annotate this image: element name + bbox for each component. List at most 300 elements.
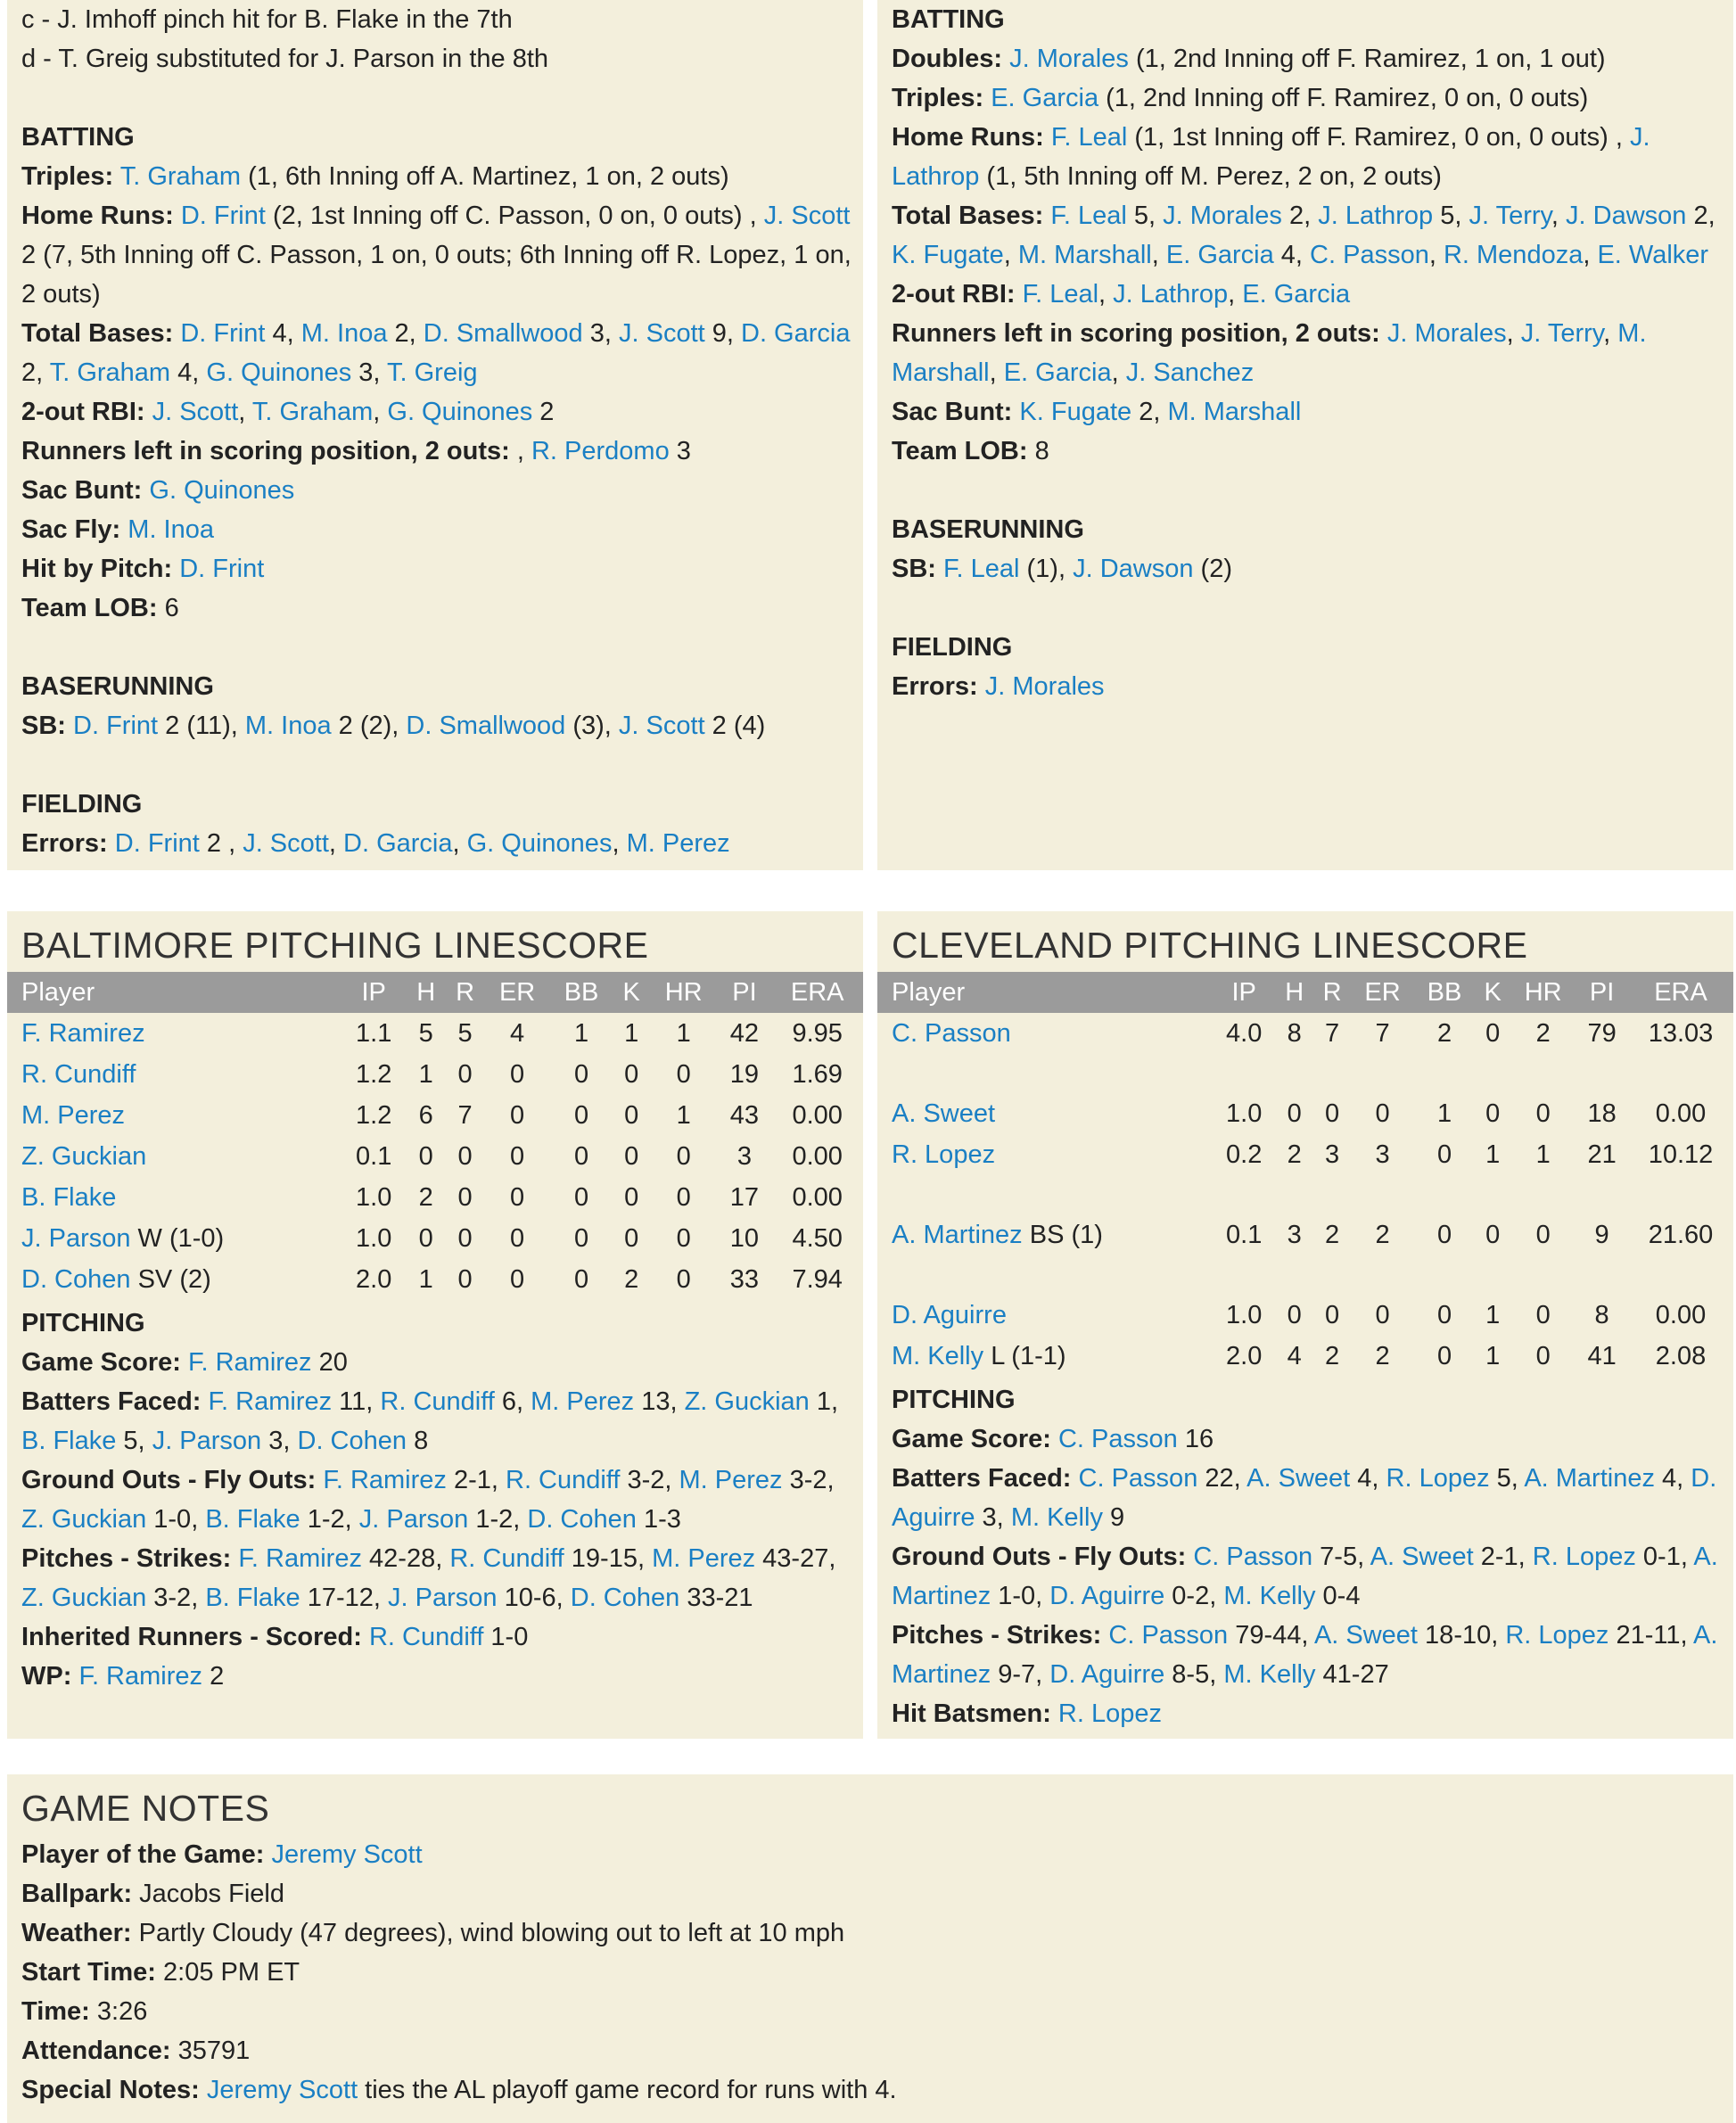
doubles-line: Doubles: J. Morales (1, 2nd Inning off F. Ramirez, 1 on, 1 out) <box>892 45 1606 73</box>
player-link[interactable]: J. Dawson <box>1566 202 1687 230</box>
player-link[interactable]: M. Perez <box>652 1544 756 1573</box>
stat-cell-era: 7.94 <box>792 1264 843 1294</box>
fielding-header: FIELDING <box>21 790 143 819</box>
game-notes-panel <box>7 1774 1733 2123</box>
player-link[interactable]: J. Morales <box>1009 45 1129 73</box>
player-link[interactable]: A. Sweet <box>1246 1464 1351 1493</box>
stat-cell-k: 1 <box>624 1018 639 1048</box>
stat-cell-ip: 2.0 <box>1226 1341 1263 1370</box>
player-link[interactable]: J. Morales <box>1163 202 1282 230</box>
triples-line: Triples: E. Garcia (1, 2nd Inning off F. Ramirez, 0 on, 0 outs) <box>892 84 1589 112</box>
player-link[interactable]: J. Parson <box>21 1223 131 1253</box>
table-row <box>7 1259 863 1300</box>
stat-cell-h: 8 <box>1287 1018 1302 1048</box>
baserunning-header: BASERUNNING <box>892 515 1084 544</box>
player-link[interactable]: Z. Guckian <box>21 1584 147 1612</box>
stat-cell-h: 1 <box>418 1264 433 1294</box>
player-link[interactable]: J. Scott <box>243 829 329 858</box>
stat-cell-er: 0 <box>510 1059 525 1089</box>
stat-cell-pi: 41 <box>1587 1341 1617 1370</box>
column-header: K <box>613 972 649 1013</box>
player-link[interactable]: J. Terry <box>1520 319 1604 348</box>
player-link[interactable]: Z. Guckian <box>684 1387 810 1416</box>
player-link[interactable]: D. Smallwood <box>406 712 566 740</box>
stat-cell-bb: 0 <box>1436 1300 1452 1329</box>
player-link[interactable]: M. Marshall <box>892 319 1647 387</box>
player-link[interactable]: R. Mendoza <box>1443 241 1584 269</box>
triples-line: Triples: T. Graham (1, 6th Inning off A. Martinez, 1 on, 2 outs) <box>21 162 729 191</box>
pitcher-cell <box>7 1259 341 1300</box>
player-link[interactable]: M. Kelly <box>1010 1503 1103 1532</box>
player-link[interactable]: Jeremy Scott <box>206 2076 358 2104</box>
player-link[interactable]: J. Lathrop <box>1113 280 1229 309</box>
stat-cell-er: 0 <box>1375 1300 1390 1329</box>
pitcher-cell <box>7 1177 341 1218</box>
stat-cell-hr: 1 <box>676 1018 691 1048</box>
pitching-linescore-table <box>7 972 863 1300</box>
player-link[interactable]: D. Cohen <box>297 1427 407 1455</box>
stat-cell-er: 0 <box>1375 1099 1390 1128</box>
stat-cell-r: 0 <box>457 1223 473 1253</box>
player-link[interactable]: R. Lopez <box>1505 1621 1609 1650</box>
stat-cell-er: 0 <box>510 1141 525 1171</box>
player-link[interactable]: D. Frint <box>179 555 265 583</box>
stat-cell-ip: 1.0 <box>356 1223 392 1253</box>
stat-cell-hr: 0 <box>676 1223 691 1253</box>
player-link[interactable]: G. Quinones <box>466 829 613 858</box>
stat-cell-er: 3 <box>1375 1140 1390 1169</box>
row-spacer <box>877 1175 1733 1214</box>
player-link[interactable]: A. Martinez <box>892 1543 1718 1610</box>
player-link[interactable]: D. Frint <box>114 829 200 858</box>
baltimore-pitching-panel <box>7 911 863 1739</box>
stat-cell-er: 0 <box>510 1100 525 1130</box>
player-link[interactable]: G. Quinones <box>206 358 352 387</box>
column-header: Player <box>7 972 341 1013</box>
pitcher-cell <box>7 1136 341 1177</box>
stat-cell-bb: 2 <box>1436 1018 1452 1048</box>
player-link[interactable]: C. Passon <box>1057 1425 1178 1453</box>
stat-cell-ip: 1.2 <box>356 1059 392 1089</box>
player-link[interactable]: M. Inoa <box>128 515 214 544</box>
player-link[interactable]: J. Scott <box>618 712 705 740</box>
pitches-strikes-line: Pitches - Strikes: C. Passon 79-44, A. Sweet 18-10, R. Lopez 21-11, A. Martinez 9-7, D. Aguirre 8-5, M. Kelly 41-27 <box>892 1621 1718 1689</box>
stat-cell-bb: 0 <box>573 1059 589 1089</box>
stat-cell-er: 2 <box>1375 1220 1390 1249</box>
stat-cell-era: 2.08 <box>1655 1341 1707 1370</box>
player-link[interactable]: K. Fugate <box>1019 398 1132 426</box>
stat-cell-er: 2 <box>1375 1341 1390 1370</box>
player-link[interactable]: D. Cohen <box>527 1505 637 1534</box>
stat-cell-h: 0 <box>418 1223 433 1253</box>
table-row <box>877 1336 1733 1377</box>
player-link[interactable]: K. Fugate <box>892 241 1004 269</box>
player-link[interactable]: M. Marshall <box>1167 398 1302 426</box>
stat-cell-hr: 0 <box>1535 1341 1551 1370</box>
column-header: R <box>446 972 485 1013</box>
player-link[interactable]: F. Leal <box>1050 202 1127 230</box>
time-line: Time: 3:26 <box>21 1997 148 2026</box>
stat-cell-h: 5 <box>418 1018 433 1048</box>
player-link[interactable]: M. Kelly <box>1223 1660 1316 1689</box>
stat-cell-r: 0 <box>457 1141 473 1171</box>
player-link[interactable]: D. Frint <box>180 202 266 230</box>
player-link[interactable]: J. Lathrop <box>892 123 1650 191</box>
player-link[interactable]: R. Cundiff <box>21 1059 136 1089</box>
stat-cell-er: 0 <box>510 1223 525 1253</box>
home-runs-line: Home Runs: D. Frint (2, 1st Inning off C. Passon, 0 on, 0 outs) , J. Scott 2 (7, 5th Inning off C. Passon, 1 on, 0 outs; 6th Inning off R. Lopez, 1 on, 2 outs) <box>21 202 852 309</box>
stat-cell-bb: 0 <box>573 1223 589 1253</box>
stat-cell-hr: 0 <box>676 1141 691 1171</box>
total-bases-line: Total Bases: F. Leal 5, J. Morales 2, J. Lathrop 5, J. Terry, J. Dawson 2, K. Fugate, M. Marshall, E. Garcia 4, C. Passon, R. Mendoza, E. Walker <box>892 202 1715 269</box>
stat-cell-ip: 1.0 <box>1226 1300 1263 1329</box>
player-link[interactable]: A. Sweet <box>892 1099 996 1128</box>
stat-cell-pi: 33 <box>729 1264 760 1294</box>
player-link[interactable]: E. Garcia <box>1003 358 1112 387</box>
player-link[interactable]: D. Aguirre <box>892 1300 1007 1329</box>
player-link[interactable]: E. Garcia <box>991 84 1099 112</box>
table-row <box>877 1093 1733 1134</box>
table-row <box>7 1136 863 1177</box>
stat-cell-k: 0 <box>1485 1099 1501 1128</box>
column-header: ERA <box>771 972 863 1013</box>
player-link[interactable]: J. Parson <box>388 1584 498 1612</box>
stat-cell-k: 0 <box>624 1059 639 1089</box>
column-header: R <box>1313 972 1351 1013</box>
stat-cell-hr: 0 <box>676 1182 691 1212</box>
player-link[interactable]: M. Inoa <box>244 712 332 740</box>
stat-cell-pi: 18 <box>1587 1099 1617 1128</box>
stat-cell-pi: 42 <box>729 1018 760 1048</box>
stat-cell-r: 2 <box>1324 1220 1340 1249</box>
player-link[interactable]: R. Perdomo <box>531 437 670 465</box>
table-row <box>7 1054 863 1095</box>
stat-cell-bb: 1 <box>573 1018 589 1048</box>
stat-cell-k: 0 <box>624 1223 639 1253</box>
player-link[interactable]: M. Perez <box>531 1387 635 1416</box>
player-link[interactable]: T. Graham <box>251 398 374 426</box>
column-header: IP <box>1213 972 1276 1013</box>
pitches-strikes-line: Pitches - Strikes: F. Ramirez 42-28, R. Cundiff 19-15, M. Perez 43-27, Z. Guckian 3-2, B. Flake 17-12, J. Parson 10-6, D. Cohen 33-21 <box>21 1544 836 1612</box>
stat-cell-er: 4 <box>510 1018 525 1048</box>
decision-note: L (1-1) <box>983 1341 1066 1370</box>
stat-cell-bb: 0 <box>573 1264 589 1294</box>
stat-cell-h: 2 <box>418 1182 433 1212</box>
player-link[interactable]: A. Sweet <box>1313 1621 1418 1650</box>
stat-cell-ip: 1.1 <box>356 1018 392 1048</box>
stat-cell-h: 0 <box>1287 1099 1302 1128</box>
player-link[interactable]: Z. Guckian <box>21 1505 147 1534</box>
game-score-line: Game Score: C. Passon 16 <box>892 1425 1214 1453</box>
player-link[interactable]: F. Ramirez <box>238 1544 362 1573</box>
pitcher-cell <box>877 1093 1213 1134</box>
stat-cell-pi: 21 <box>1587 1140 1617 1169</box>
stat-cell-era: 0.00 <box>1655 1099 1707 1128</box>
player-link[interactable]: J. Dawson <box>1073 555 1194 583</box>
stat-cell-era: 13.03 <box>1648 1018 1714 1048</box>
stat-cell-er: 7 <box>1375 1018 1390 1048</box>
table-row <box>7 1218 863 1259</box>
table-row <box>7 1177 863 1218</box>
player-link[interactable]: F. Ramirez <box>187 1348 312 1377</box>
pitcher-cell <box>877 1336 1213 1377</box>
sac-bunt-line: Sac Bunt: G. Quinones <box>21 476 295 505</box>
player-link[interactable]: G. Quinones <box>387 398 533 426</box>
column-header: HR <box>1510 972 1576 1013</box>
stat-cell-era: 0.00 <box>1655 1300 1707 1329</box>
stat-cell-hr: 0 <box>676 1264 691 1294</box>
stat-cell-bb: 0 <box>573 1100 589 1130</box>
pitching-linescore-table <box>877 972 1733 1377</box>
section-title: BALTIMORE PITCHING LINESCORE <box>21 925 649 966</box>
player-link[interactable]: J. Sanchez <box>1125 358 1255 387</box>
fielding-header: FIELDING <box>892 633 1013 662</box>
two-out-rbi-line: 2-out RBI: F. Leal, J. Lathrop, E. Garcia <box>892 280 1351 309</box>
pitcher-cell <box>877 1013 1213 1054</box>
stat-cell-r: 7 <box>457 1100 473 1130</box>
batters-faced-line: Batters Faced: C. Passon 22, A. Sweet 4, R. Lopez 5, A. Martinez 4, D. Aguirre 3, M. Kelly 9 <box>892 1464 1717 1532</box>
home-runs-line: Home Runs: F. Leal (1, 1st Inning off F. Ramirez, 0 on, 0 outs) , J. Lathrop (1, 5th Inning off M. Perez, 2 on, 2 outs) <box>892 123 1650 191</box>
player-link[interactable]: A. Martinez <box>1524 1464 1655 1493</box>
attendance-line: Attendance: 35791 <box>21 2037 251 2065</box>
decision-note: SV (2) <box>130 1264 211 1294</box>
player-link[interactable]: M. Perez <box>679 1466 783 1494</box>
stat-cell-r: 0 <box>457 1182 473 1212</box>
player-link[interactable]: E. Garcia <box>1242 280 1351 309</box>
player-link[interactable]: T. Graham <box>49 358 171 387</box>
stat-cell-r: 3 <box>1324 1140 1340 1169</box>
wild-pitch-line: WP: F. Ramirez 2 <box>21 1662 225 1691</box>
player-link[interactable]: R. Lopez <box>1532 1543 1636 1571</box>
player-link[interactable]: C. Passon <box>1078 1464 1198 1493</box>
player-link[interactable]: G. Quinones <box>149 476 295 505</box>
stat-cell-pi: 19 <box>729 1059 760 1089</box>
total-bases-line: Total Bases: D. Frint 4, M. Inoa 2, D. Smallwood 3, J. Scott 9, D. Garcia 2, T. Graham 4, G. Quinones 3, T. Greig <box>21 319 851 387</box>
stat-cell-pi: 17 <box>729 1182 760 1212</box>
sac-fly-line: Sac Fly: M. Inoa <box>21 515 214 544</box>
stat-cell-h: 0 <box>418 1141 433 1171</box>
column-header: ER <box>485 972 550 1013</box>
stat-cell-ip: 2.0 <box>356 1264 392 1294</box>
stat-cell-hr: 0 <box>1535 1300 1551 1329</box>
batting-header: BATTING <box>892 5 1005 34</box>
stat-cell-h: 2 <box>1287 1140 1302 1169</box>
player-link[interactable]: M. Perez <box>21 1100 126 1130</box>
player-link[interactable]: D. Cohen <box>570 1584 680 1612</box>
substitution-note: c - J. Imhoff pinch hit for B. Flake in the 7th <box>21 5 513 34</box>
weather-line: Weather: Partly Cloudy (47 degrees), wind blowing out to left at 10 mph <box>21 1919 845 1947</box>
player-link[interactable]: M. Marshall <box>1017 241 1152 269</box>
ground-fly-outs-line: Ground Outs - Fly Outs: F. Ramirez 2-1, R. Cundiff 3-2, M. Perez 3-2, Z. Guckian 1-0, B. Flake 1-2, J. Parson 1-2, D. Cohen 1-3 <box>21 1466 835 1534</box>
hit-batsmen-line: Hit Batsmen: R. Lopez <box>892 1699 1162 1728</box>
column-header: PI <box>717 972 771 1013</box>
stat-cell-era: 0.00 <box>792 1182 843 1212</box>
player-link[interactable]: J. Parson <box>152 1427 262 1455</box>
stat-cell-hr: 1 <box>676 1100 691 1130</box>
player-link[interactable]: F. Ramirez <box>78 1662 203 1691</box>
stat-cell-ip: 0.1 <box>1226 1220 1263 1249</box>
stat-cell-pi: 79 <box>1587 1018 1617 1048</box>
stolen-bases-line: SB: F. Leal (1), J. Dawson (2) <box>892 555 1232 583</box>
stat-cell-hr: 0 <box>676 1059 691 1089</box>
player-link[interactable]: C. Passon <box>1310 241 1429 269</box>
player-link[interactable]: M. Kelly <box>1223 1582 1316 1610</box>
player-link[interactable]: F. Leal <box>943 555 1020 583</box>
player-link[interactable]: A. Sweet <box>1370 1543 1474 1571</box>
player-link[interactable]: T. Greig <box>387 358 478 387</box>
stat-cell-k: 2 <box>624 1264 639 1294</box>
column-header: ER <box>1351 972 1414 1013</box>
section-title: CLEVELAND PITCHING LINESCORE <box>892 925 1528 966</box>
player-link[interactable]: A. Martinez <box>892 1621 1718 1689</box>
stat-cell-k: 1 <box>1485 1300 1501 1329</box>
table-row <box>877 1134 1733 1175</box>
stat-cell-era: 10.12 <box>1648 1140 1714 1169</box>
player-link[interactable]: R. Cundiff <box>368 1623 484 1651</box>
stat-cell-er: 0 <box>510 1264 525 1294</box>
ground-fly-outs-line: Ground Outs - Fly Outs: C. Passon 7-5, A. Sweet 2-1, R. Lopez 0-1, A. Martinez 1-0, D. Aguirre 0-2, M. Kelly 0-4 <box>892 1543 1718 1610</box>
player-link[interactable]: B. Flake <box>21 1182 117 1212</box>
stat-cell-pi: 3 <box>736 1141 752 1171</box>
player-link[interactable]: F. Leal <box>1050 123 1128 152</box>
stat-cell-ip: 0.2 <box>1226 1140 1263 1169</box>
player-link[interactable]: Z. Guckian <box>21 1141 147 1171</box>
player-link[interactable]: R. Lopez <box>1057 1699 1162 1728</box>
pitcher-cell <box>7 1095 341 1136</box>
stat-cell-k: 1 <box>1485 1140 1501 1169</box>
stat-cell-k: 0 <box>1485 1018 1501 1048</box>
risp-line: Runners left in scoring position, 2 outs: J. Morales, J. Terry, M. Marshall, E. Garcia, J. Sanchez <box>892 319 1647 387</box>
game-score-line: Game Score: F. Ramirez 20 <box>21 1348 348 1377</box>
player-link[interactable]: F. Leal <box>1022 280 1099 309</box>
stat-cell-k: 0 <box>624 1100 639 1130</box>
stat-cell-h: 3 <box>1287 1220 1302 1249</box>
player-link[interactable]: R. Lopez <box>892 1140 996 1169</box>
player-link[interactable]: D. Aguirre <box>892 1464 1717 1532</box>
batting-header: BATTING <box>21 123 135 152</box>
player-link[interactable]: C. Passon <box>1108 1621 1229 1650</box>
errors-line: Errors: D. Frint 2 , J. Scott, D. Garcia, G. Quinones, M. Perez <box>21 829 730 858</box>
player-link[interactable]: M. Perez <box>626 829 730 858</box>
player-link[interactable]: Jeremy Scott <box>271 1840 423 1869</box>
player-link[interactable]: R. Lopez <box>1386 1464 1490 1493</box>
player-link[interactable]: M. Kelly <box>892 1341 984 1370</box>
player-link[interactable]: J. Scott <box>763 202 851 230</box>
stat-cell-bb: 0 <box>1436 1341 1452 1370</box>
player-link[interactable]: J. Lathrop <box>1318 202 1434 230</box>
start-time-line: Start Time: 2:05 PM ET <box>21 1958 300 1987</box>
player-link[interactable]: T. Graham <box>119 162 242 191</box>
stat-cell-hr: 1 <box>1535 1140 1551 1169</box>
column-header: BB <box>1414 972 1475 1013</box>
player-link[interactable]: D. Frint <box>180 319 266 348</box>
stat-cell-k: 0 <box>1485 1220 1501 1249</box>
section-title: GAME NOTES <box>21 1788 270 1829</box>
player-link[interactable]: D. Aguirre <box>1049 1582 1165 1610</box>
player-link[interactable]: B. Flake <box>205 1505 300 1534</box>
stat-cell-r: 0 <box>1324 1300 1340 1329</box>
stat-cell-r: 5 <box>457 1018 473 1048</box>
player-link[interactable]: A. Martinez <box>892 1220 1023 1249</box>
risp-line: Runners left in scoring position, 2 outs: , R. Perdomo 3 <box>21 437 691 465</box>
player-link[interactable]: M. Inoa <box>300 319 388 348</box>
column-header: HR <box>650 972 718 1013</box>
player-link[interactable]: J. Morales <box>984 672 1105 701</box>
substitution-note: d - T. Greig substituted for J. Parson in the 8th <box>21 45 549 73</box>
decision-note: W (1-0) <box>130 1223 225 1253</box>
player-link[interactable]: R. Cundiff <box>506 1466 621 1494</box>
player-link[interactable]: C. Passon <box>892 1018 1011 1048</box>
player-link[interactable]: J. Terry <box>1469 202 1551 230</box>
player-link[interactable]: E. Garcia <box>1165 241 1274 269</box>
player-link[interactable]: D. Frint <box>73 712 159 740</box>
row-spacer <box>877 1054 1733 1093</box>
stat-cell-k: 0 <box>624 1141 639 1171</box>
errors-line: Errors: J. Morales <box>892 672 1105 701</box>
player-link[interactable]: J. Scott <box>618 319 705 348</box>
player-link[interactable]: D. Smallwood <box>423 319 583 348</box>
player-link[interactable]: R. Cundiff <box>380 1387 495 1416</box>
player-link[interactable]: E. Walker <box>1597 241 1709 269</box>
player-link[interactable]: F. Ramirez <box>323 1466 447 1494</box>
player-link[interactable]: R. Cundiff <box>449 1544 564 1573</box>
stat-cell-ip: 1.0 <box>1226 1099 1263 1128</box>
stat-cell-h: 4 <box>1287 1341 1302 1370</box>
column-header: ERA <box>1628 972 1733 1013</box>
player-link[interactable]: J. Morales <box>1386 319 1507 348</box>
ballpark-line: Ballpark: Jacobs Field <box>21 1880 284 1908</box>
player-link[interactable]: C. Passon <box>1193 1543 1313 1571</box>
pitching-header: PITCHING <box>21 1309 145 1337</box>
stat-cell-k: 1 <box>1485 1341 1501 1370</box>
pitcher-cell <box>7 1013 341 1054</box>
pitcher-cell <box>7 1218 341 1259</box>
special-notes-line: Special Notes: Jeremy Scott ties the AL playoff game record for runs with 4. <box>21 2076 897 2104</box>
player-link[interactable]: D. Garcia <box>343 829 453 858</box>
player-link[interactable]: B. Flake <box>205 1584 300 1612</box>
baserunning-header: BASERUNNING <box>21 672 214 701</box>
stat-cell-h: 0 <box>1287 1300 1302 1329</box>
stat-cell-bb: 0 <box>1436 1220 1452 1249</box>
column-header: IP <box>341 972 407 1013</box>
player-link[interactable]: J. Scott <box>152 398 239 426</box>
player-link[interactable]: J. Parson <box>358 1505 469 1534</box>
table-row <box>7 1013 863 1054</box>
column-header: PI <box>1576 972 1628 1013</box>
player-link[interactable]: D. Aguirre <box>1049 1660 1165 1689</box>
cleveland-batting-notes-panel <box>877 0 1733 870</box>
table-header-row <box>877 972 1733 1013</box>
hit-by-pitch-line: Hit by Pitch: D. Frint <box>21 555 265 583</box>
stat-cell-hr: 0 <box>1535 1220 1551 1249</box>
sac-bunt-line: Sac Bunt: K. Fugate 2, M. Marshall <box>892 398 1302 426</box>
team-lob-line: Team LOB: 6 <box>21 594 179 622</box>
team-lob-line: Team LOB: 8 <box>892 437 1049 465</box>
player-of-game-line: Player of the Game: Jeremy Scott <box>21 1840 423 1869</box>
column-header: H <box>1276 972 1313 1013</box>
player-link[interactable]: B. Flake <box>21 1427 117 1455</box>
column-header: H <box>407 972 446 1013</box>
player-link[interactable]: D. Cohen <box>21 1264 131 1294</box>
player-link[interactable]: F. Ramirez <box>21 1018 145 1048</box>
player-link[interactable]: F. Ramirez <box>208 1387 333 1416</box>
stat-cell-r: 7 <box>1324 1018 1340 1048</box>
pitcher-cell <box>877 1214 1213 1255</box>
stat-cell-era: 0.00 <box>792 1141 843 1171</box>
stat-cell-pi: 9 <box>1594 1220 1609 1249</box>
table-row <box>7 1095 863 1136</box>
player-link[interactable]: D. Garcia <box>741 319 851 348</box>
